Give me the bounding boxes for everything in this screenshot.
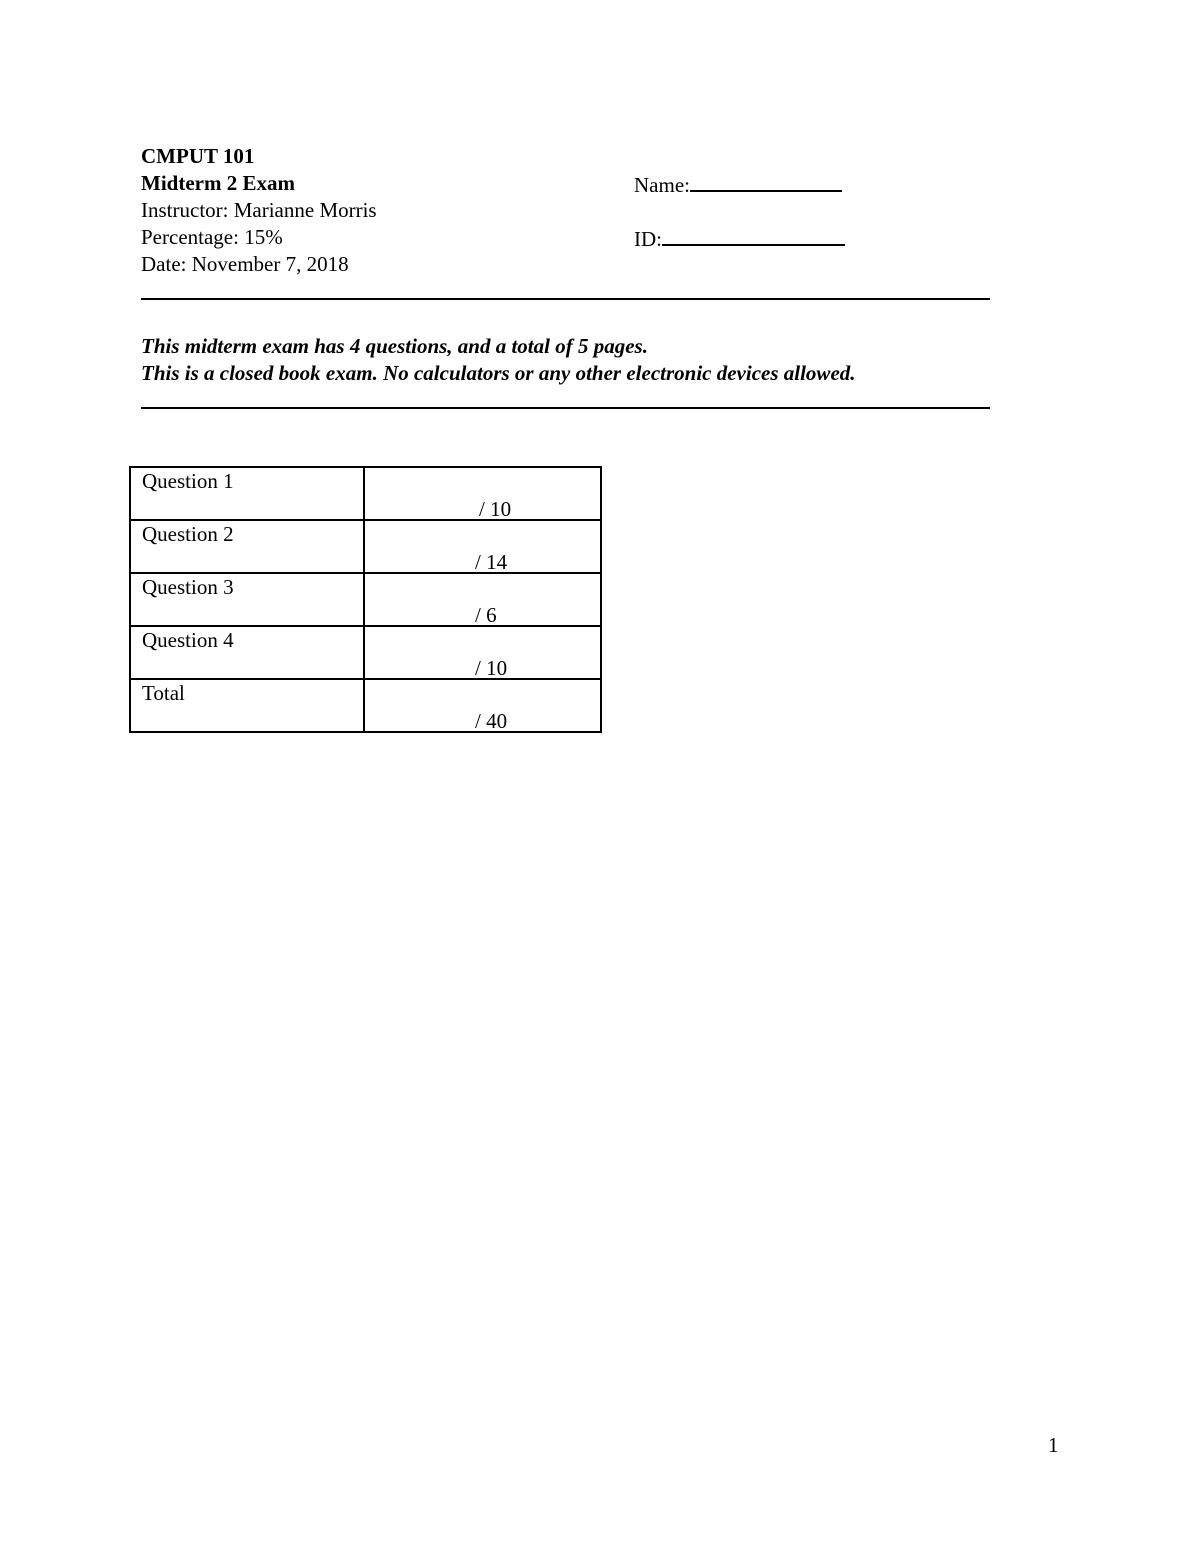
name-blank[interactable] bbox=[690, 170, 842, 192]
score-max: / 6 bbox=[475, 603, 497, 627]
row-label: Question 2 bbox=[130, 520, 364, 573]
score-max: / 14 bbox=[475, 550, 508, 574]
row-label: Total bbox=[130, 679, 364, 732]
id-blank[interactable] bbox=[662, 224, 845, 246]
table-row bbox=[130, 467, 601, 520]
date-line: Date: November 7, 2018 bbox=[141, 252, 349, 276]
table-row bbox=[130, 520, 601, 573]
row-label: Question 1 bbox=[130, 467, 364, 520]
score-cell bbox=[364, 467, 601, 520]
score-cell bbox=[364, 520, 601, 573]
score-cell bbox=[364, 573, 601, 626]
score-cell bbox=[364, 679, 601, 732]
name-label: Name: bbox=[634, 173, 690, 197]
notice-line-1: This midterm exam has 4 questions, and a total of 5 pages. bbox=[141, 334, 648, 358]
course-code: CMPUT 101 bbox=[141, 144, 255, 168]
percentage-line: Percentage: 15% bbox=[141, 225, 283, 249]
id-label: ID: bbox=[634, 227, 662, 251]
name-field[interactable] bbox=[634, 170, 842, 199]
score-max: / 10 bbox=[475, 656, 508, 680]
table-row bbox=[130, 679, 601, 732]
top-divider bbox=[141, 298, 990, 300]
instructor-line: Instructor: Marianne Morris bbox=[141, 198, 377, 222]
table-row bbox=[130, 626, 601, 679]
page-number: 1 bbox=[1048, 1433, 1059, 1457]
score-max: / 40 bbox=[475, 709, 508, 733]
row-label: Question 4 bbox=[130, 626, 364, 679]
score-table bbox=[129, 466, 602, 733]
notice-line-2: This is a closed book exam. No calculators or any other electronic devices allowed. bbox=[141, 361, 856, 385]
score-max: / 10 bbox=[479, 497, 512, 521]
exam-title: Midterm 2 Exam bbox=[141, 171, 295, 195]
bottom-divider bbox=[141, 407, 990, 409]
score-cell bbox=[364, 626, 601, 679]
table-row bbox=[130, 573, 601, 626]
id-field[interactable] bbox=[634, 224, 845, 253]
row-label: Question 3 bbox=[130, 573, 364, 626]
